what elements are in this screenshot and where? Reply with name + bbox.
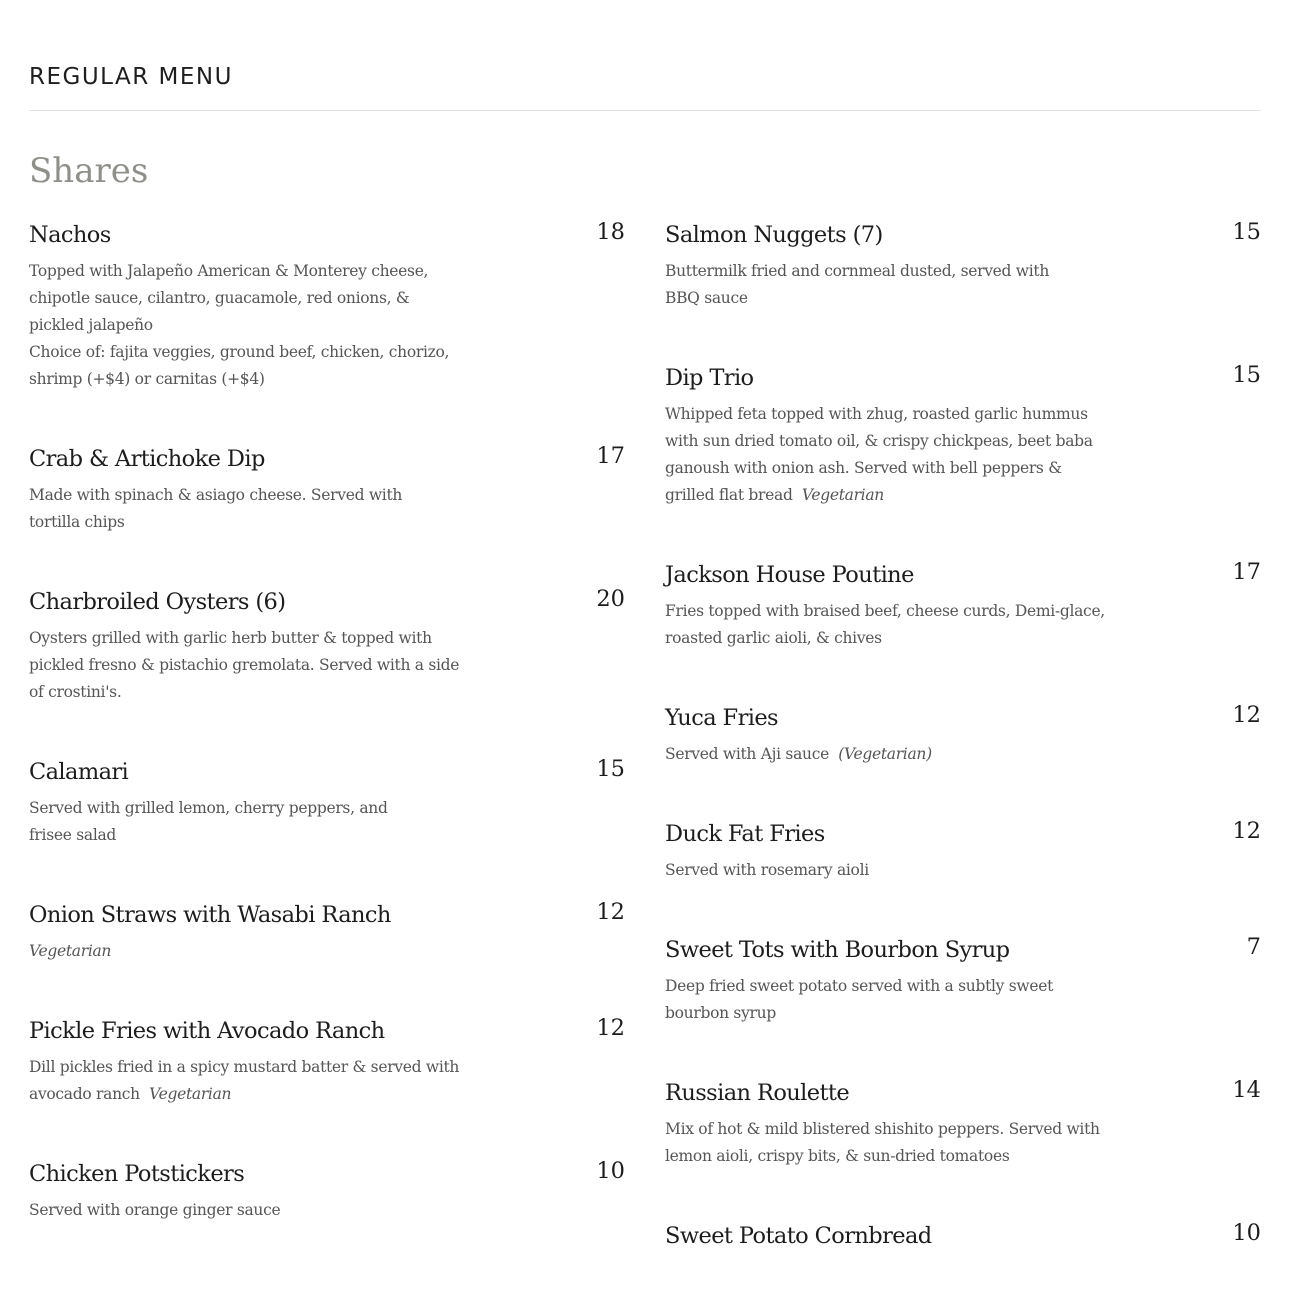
menu-item-name: Salmon Nuggets (7) — [665, 222, 883, 248]
menu-item-name: Sweet Tots with Bourbon Syrup — [665, 937, 1010, 963]
description-text: Dill pickles fried in a spicy mustard batter & served with — [29, 1058, 460, 1076]
description-line — [665, 285, 1105, 312]
menu-item-description — [665, 857, 1105, 884]
description-line — [665, 455, 1105, 482]
menu-item — [665, 1079, 1261, 1170]
menu-item-description — [29, 625, 459, 706]
menu-item-description — [665, 741, 1105, 768]
menu-item-name: Crab & Artichoke Dip — [29, 446, 265, 472]
dietary-tag: Vegetarian — [149, 1085, 232, 1103]
description-line — [29, 312, 459, 339]
description-text: frisee salad — [29, 826, 117, 844]
menu-item-description — [29, 258, 459, 393]
menu-item-header — [665, 1079, 1261, 1107]
menu-column-left — [29, 221, 625, 1276]
description-text: Mix of hot & mild blistered shishito peppers. Served with — [665, 1120, 1100, 1138]
description-text: with sun dried tomato oil, & crispy chickpeas, beet baba — [665, 432, 1093, 450]
menu-item-name: Pickle Fries with Avocado Ranch — [29, 1018, 385, 1044]
menu-item-header — [29, 1160, 625, 1188]
menu-item-price: 12 — [596, 1015, 625, 1041]
menu-item-header — [665, 221, 1261, 249]
menu-item-name: Onion Straws with Wasabi Ranch — [29, 902, 391, 928]
description-text: BBQ sauce — [665, 289, 748, 307]
description-text: pickled fresno & pistachio gremolata. Served with a side — [29, 656, 460, 674]
menu-item — [29, 1017, 625, 1108]
description-text: roasted garlic aioli, & chives — [665, 629, 882, 647]
menu-item — [665, 364, 1261, 509]
menu-item — [29, 588, 625, 706]
menu-item-description — [665, 401, 1105, 509]
menu-item — [29, 901, 625, 965]
menu-item-description — [665, 598, 1105, 652]
menu-item — [29, 1160, 625, 1224]
description-line — [29, 1081, 459, 1108]
menu-item-price: 12 — [596, 899, 625, 925]
menu-item-description — [665, 1116, 1105, 1170]
menu-item-name: Yuca Fries — [665, 705, 778, 731]
description-line — [29, 1054, 459, 1081]
description-text: bourbon syrup — [665, 1004, 776, 1022]
menu-item — [29, 221, 625, 393]
menu-item-price: 12 — [1232, 818, 1261, 844]
description-text: ganoush with onion ash. Served with bell peppers & — [665, 459, 1062, 477]
menu-item-description — [665, 258, 1105, 312]
menu-item-price: 7 — [1246, 934, 1261, 960]
menu-item-header — [665, 561, 1261, 589]
menu-item-price: 10 — [1232, 1220, 1261, 1246]
menu-item-header — [29, 445, 625, 473]
menu-item — [665, 221, 1261, 312]
dietary-tag: Vegetarian — [29, 942, 112, 960]
description-text: Choice of: fajita veggies, ground beef, chicken, chorizo, — [29, 343, 450, 361]
menu-item-header — [29, 588, 625, 616]
menu-item-header — [29, 221, 625, 249]
menu-item — [665, 561, 1261, 652]
menu-item-price: 14 — [1232, 1077, 1261, 1103]
menu-item-description — [29, 938, 459, 965]
menu-item-name: Jackson House Poutine — [665, 562, 914, 588]
description-line — [665, 741, 1105, 768]
description-text: pickled jalapeño — [29, 316, 153, 334]
description-text: Made with spinach & asiago cheese. Served with — [29, 486, 403, 504]
description-text: lemon aioli, crispy bits, & sun-dried tomatoes — [665, 1147, 1010, 1165]
menu-item — [665, 1222, 1261, 1250]
menu-item-header — [665, 820, 1261, 848]
description-text: of crostini's. — [29, 683, 122, 701]
page-title: REGULAR MENU — [29, 64, 233, 90]
menu-item-price: 10 — [596, 1158, 625, 1184]
description-text: shrimp (+$4) or carnitas (+$4) — [29, 370, 265, 388]
description-line — [29, 652, 459, 679]
menu-item-header — [665, 936, 1261, 964]
menu-item-name: Dip Trio — [665, 365, 754, 391]
menu-item-description — [29, 795, 459, 849]
description-text: grilled flat bread — [665, 486, 793, 504]
menu-item-price: 15 — [1232, 362, 1261, 388]
description-line — [665, 1000, 1105, 1027]
description-line — [29, 938, 459, 965]
description-text: Deep fried sweet potato served with a subtly sweet — [665, 977, 1054, 995]
description-line — [29, 795, 459, 822]
menu-item-header — [29, 1017, 625, 1045]
description-line — [665, 428, 1105, 455]
description-line — [29, 285, 459, 312]
menu-item-name: Charbroiled Oysters (6) — [29, 589, 286, 615]
dietary-tag: (Vegetarian) — [838, 745, 932, 763]
description-text: Topped with Jalapeño American & Monterey cheese, — [29, 262, 429, 280]
menu-item-price: 17 — [1232, 559, 1261, 585]
menu-column-right — [665, 221, 1261, 1302]
description-line — [29, 482, 459, 509]
description-text: tortilla chips — [29, 513, 125, 531]
menu-item-price: 15 — [1232, 219, 1261, 245]
description-text: Whipped feta topped with zhug, roasted garlic hummus — [665, 405, 1088, 423]
menu-item-price: 15 — [596, 756, 625, 782]
menu-item-header — [665, 364, 1261, 392]
menu-item-price: 18 — [596, 219, 625, 245]
menu-item — [665, 820, 1261, 884]
menu-item-name: Calamari — [29, 759, 129, 785]
menu-item-description — [665, 973, 1105, 1027]
menu-item-description — [29, 482, 459, 536]
description-line — [29, 366, 459, 393]
description-text: chipotle sauce, cilantro, guacamole, red onions, & — [29, 289, 410, 307]
description-line — [29, 1197, 459, 1224]
description-text: Oysters grilled with garlic herb butter & topped with — [29, 629, 432, 647]
description-line — [665, 973, 1105, 1000]
menu-item-name: Duck Fat Fries — [665, 821, 825, 847]
description-line — [29, 679, 459, 706]
menu-item-name: Nachos — [29, 222, 111, 248]
description-line — [665, 625, 1105, 652]
section-title-shares: Shares — [29, 151, 149, 191]
menu-item-header — [665, 704, 1261, 732]
description-line — [665, 258, 1105, 285]
menu-item-name: Russian Roulette — [665, 1080, 850, 1106]
dietary-tag: Vegetarian — [801, 486, 884, 504]
description-text: Served with rosemary aioli — [665, 861, 869, 879]
menu-item-description — [29, 1197, 459, 1224]
description-line — [29, 258, 459, 285]
description-line — [665, 598, 1105, 625]
menu-item-name: Sweet Potato Cornbread — [665, 1223, 932, 1249]
menu-item-price: 12 — [1232, 702, 1261, 728]
menu-item-header — [29, 901, 625, 929]
menu-item-description — [29, 1054, 459, 1108]
header-divider — [29, 110, 1261, 111]
menu-item — [29, 445, 625, 536]
menu-item-price: 17 — [596, 443, 625, 469]
description-line — [665, 857, 1105, 884]
menu-item-price: 20 — [596, 586, 625, 612]
description-line — [29, 822, 459, 849]
description-line — [665, 1116, 1105, 1143]
menu-item — [665, 704, 1261, 768]
description-text: Served with Aji sauce — [665, 745, 829, 763]
description-text: Fries topped with braised beef, cheese curds, Demi-glace, — [665, 602, 1105, 620]
menu-item-header — [665, 1222, 1261, 1250]
description-text: Buttermilk fried and cornmeal dusted, served with — [665, 262, 1050, 280]
description-line — [665, 482, 1105, 509]
description-line — [29, 509, 459, 536]
menu-item-name: Chicken Potstickers — [29, 1161, 245, 1187]
menu-item-header — [29, 758, 625, 786]
description-line — [29, 625, 459, 652]
menu-item — [665, 936, 1261, 1027]
menu-item — [29, 758, 625, 849]
description-line — [29, 339, 459, 366]
description-text: Served with grilled lemon, cherry peppers, and — [29, 799, 388, 817]
description-line — [665, 1143, 1105, 1170]
description-line — [665, 401, 1105, 428]
description-text: avocado ranch — [29, 1085, 140, 1103]
description-text: Served with orange ginger sauce — [29, 1201, 281, 1219]
